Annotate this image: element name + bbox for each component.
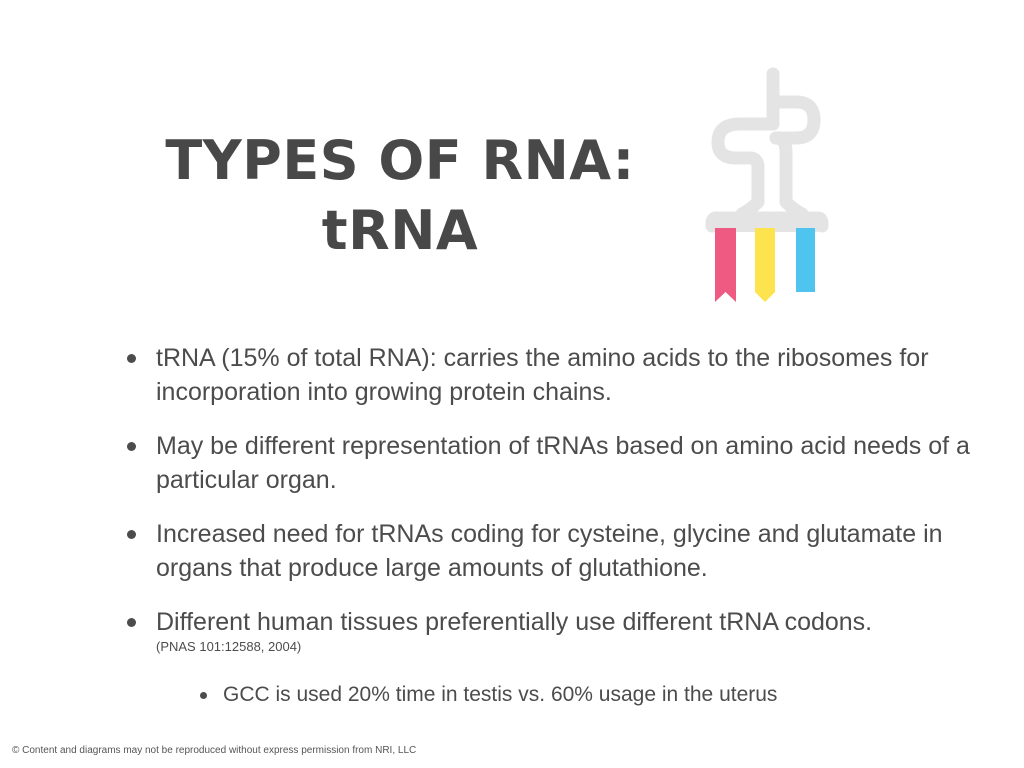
pink-ribbon [715, 228, 736, 302]
slide-title-line-2: tRNA [321, 199, 479, 262]
slide-title-line-1: TYPES OF RNA: [165, 129, 635, 192]
sub-bullet-list [196, 680, 956, 710]
list-item [124, 517, 1004, 585]
bullet-dot [127, 618, 136, 627]
bullet-text: May be different representation of tRNAs based on amino acid needs of a particular organ. [156, 432, 970, 494]
sub-bullet-text: GCC is used 20% time in testis vs. 60% usage in the uterus [223, 683, 778, 706]
list-item [124, 429, 1004, 497]
list-item [124, 341, 1004, 409]
bullet-list [124, 341, 1004, 655]
bullet-text: tRNA (15% of total RNA): carries the amino acids to the ribosomes for incorporation into growing protein chains. [156, 344, 929, 406]
yellow-ribbon [755, 228, 775, 302]
bullet-dot [127, 442, 136, 451]
bullet-dot [127, 530, 136, 539]
list-item [196, 680, 956, 710]
sub-bullet-dot [200, 692, 207, 699]
list-item [124, 605, 1004, 655]
trna-cloverleaf-icon [702, 62, 832, 308]
blue-ribbon [796, 228, 815, 292]
slide-title [130, 126, 670, 266]
citation-text: (PNAS 101:12588, 2004) [156, 639, 302, 654]
bullet-dot [127, 354, 136, 363]
bullet-text: Different human tissues preferentially use different tRNA codons. [156, 608, 873, 636]
copyright-footer: © Content and diagrams may not be reproduced without express permission from NRI, LLC [12, 745, 417, 756]
bullet-text: Increased need for tRNAs coding for cysteine, glycine and glutamate in organs that produce large amounts of glutathione. [156, 520, 943, 582]
